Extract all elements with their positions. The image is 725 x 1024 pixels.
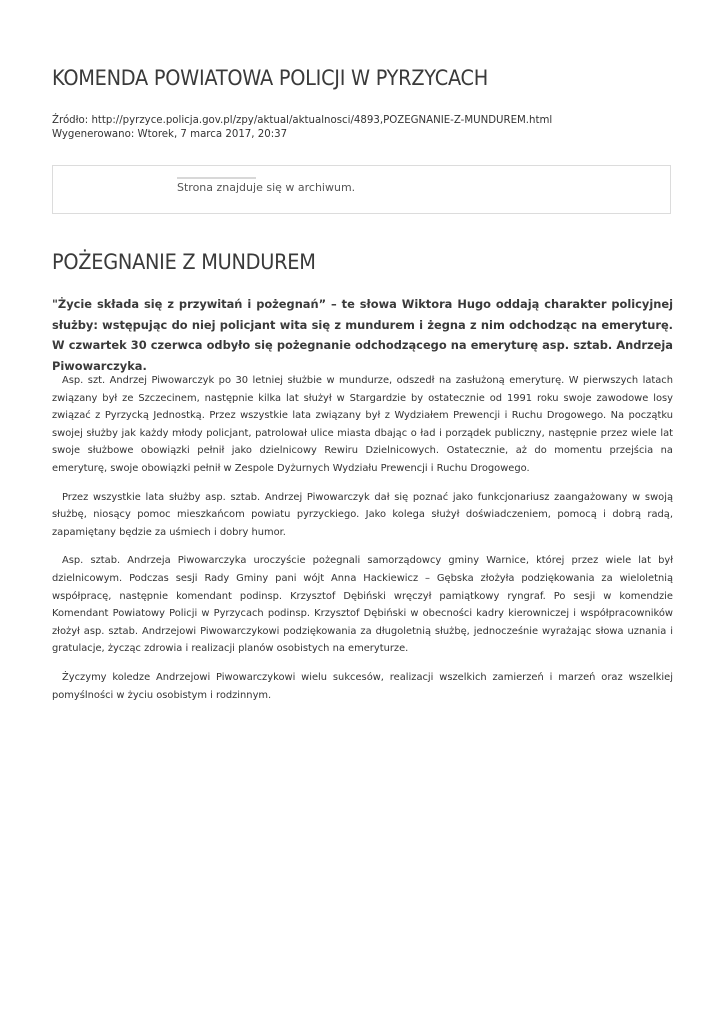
document-meta [52, 114, 552, 142]
archive-notice-text: Strona znajduje się w archiwum. [177, 181, 356, 194]
generated-line: Wygenerowano: Wtorek, 7 marca 2017, 20:37 [52, 129, 288, 140]
archive-notice-rule [177, 177, 256, 179]
article-paragraph: Asp. szt. Andrzej Piwowarczyk po 30 letniej służbie w mundurze, odszedł na zasłużoną emeryturę. W pierwszych latach związany był ze Szczecinem, następnie kilka lat służył w Stargardzie by ostatecznie od 1991 roku swoje zawodowe losy związać z Pyrzycką Jednostką. Przez wszystkie lata związany był z Wydziałem Prewencji i Ruchu Drogowego. Na początku swojej służby jak każdy młody policjant, patrolował ulice miasta dbając o ład i porządek publiczny, następnie przez wiele lat swoje służbowe obowiązki pełnił jako dzielnicowy Rewiru Dzielnicowych. Ostatecznie, aż do momentu przejścia na emeryturę, swoje obowiązki pełnił w Zespole Dyżurnych Wydziału Prewencji i Ruchu Drogowego. [52, 375, 673, 474]
article-paragraph: Życzymy koledze Andrzejowi Piwowarczykowi wielu sukcesów, realizacji wszelkich zamierzeń i marzeń oraz wszelkiej pomyślności w życiu osobistym i rodzinnym. [52, 671, 673, 701]
source-line: Źródło: http://pyrzyce.policja.gov.pl/zpy/aktual/aktualnosci/4893,POZEGNANIE-Z-MUNDUREM.html [52, 115, 553, 126]
article-paragraph: Asp. sztab. Andrzeja Piwowarczyka uroczyście pożegnali samorządowcy gminy Warnice, której przez wiele lat był dzielnicowym. Podczas sesji Rady Gminy pani wójt Anna Hackiewicz – Gębska złożyła podziękowania za wieloletnią współpracę, następnie komendant podinsp. Krzysztof Dębiński wręczył pamiątkowy ryngraf. Po sesji w komendzie Komendant Powiatowy Policji w Pyrzycach podinsp. Krzysztof Dębiński w obecności kadry kierowniczej i współpracowników złożył asp. sztab. Andrzejowi Piwowarczykowi podziękowania za długoletnią służbę, jednocześnie wyrażając słowa uznania i gratulacje, życząc zdrowia i realizacji planów osobistych na emeryturze. [52, 555, 673, 655]
article-title: POŻEGNANIE Z MUNDUREM [52, 250, 316, 274]
article-lead: "Życie składa się z przywitań i pożegnań” – te słowa Wiktora Hugo oddają charakter policyjnej służby: wstępując do niej policjant wita się z mundurem i żegna z nim odchodząc na emeryturę. W czwartek 30 czerwca odbyło się pożegnanie odchodzącego na emeryturę asp. sztab. Andrzeja Piwowarczyka. [52, 297, 673, 373]
site-title: KOMENDA POWIATOWA POLICJI W PYRZYCACH [52, 66, 489, 90]
archive-notice-box [52, 165, 671, 214]
article-paragraph: Przez wszystkie lata służby asp. sztab. Andrzej Piwowarczyk dał się poznać jako funkcjonariusz zaangażowany w swoją służbę, niosący pomoc mieszkańcom powiatu pyrzyckiego. Jako kolega służył doświadczeniem, pomocą i dobrą radą, zapamiętany będzie za uśmiech i dobry humor. [52, 491, 673, 538]
article-body [52, 372, 673, 715]
